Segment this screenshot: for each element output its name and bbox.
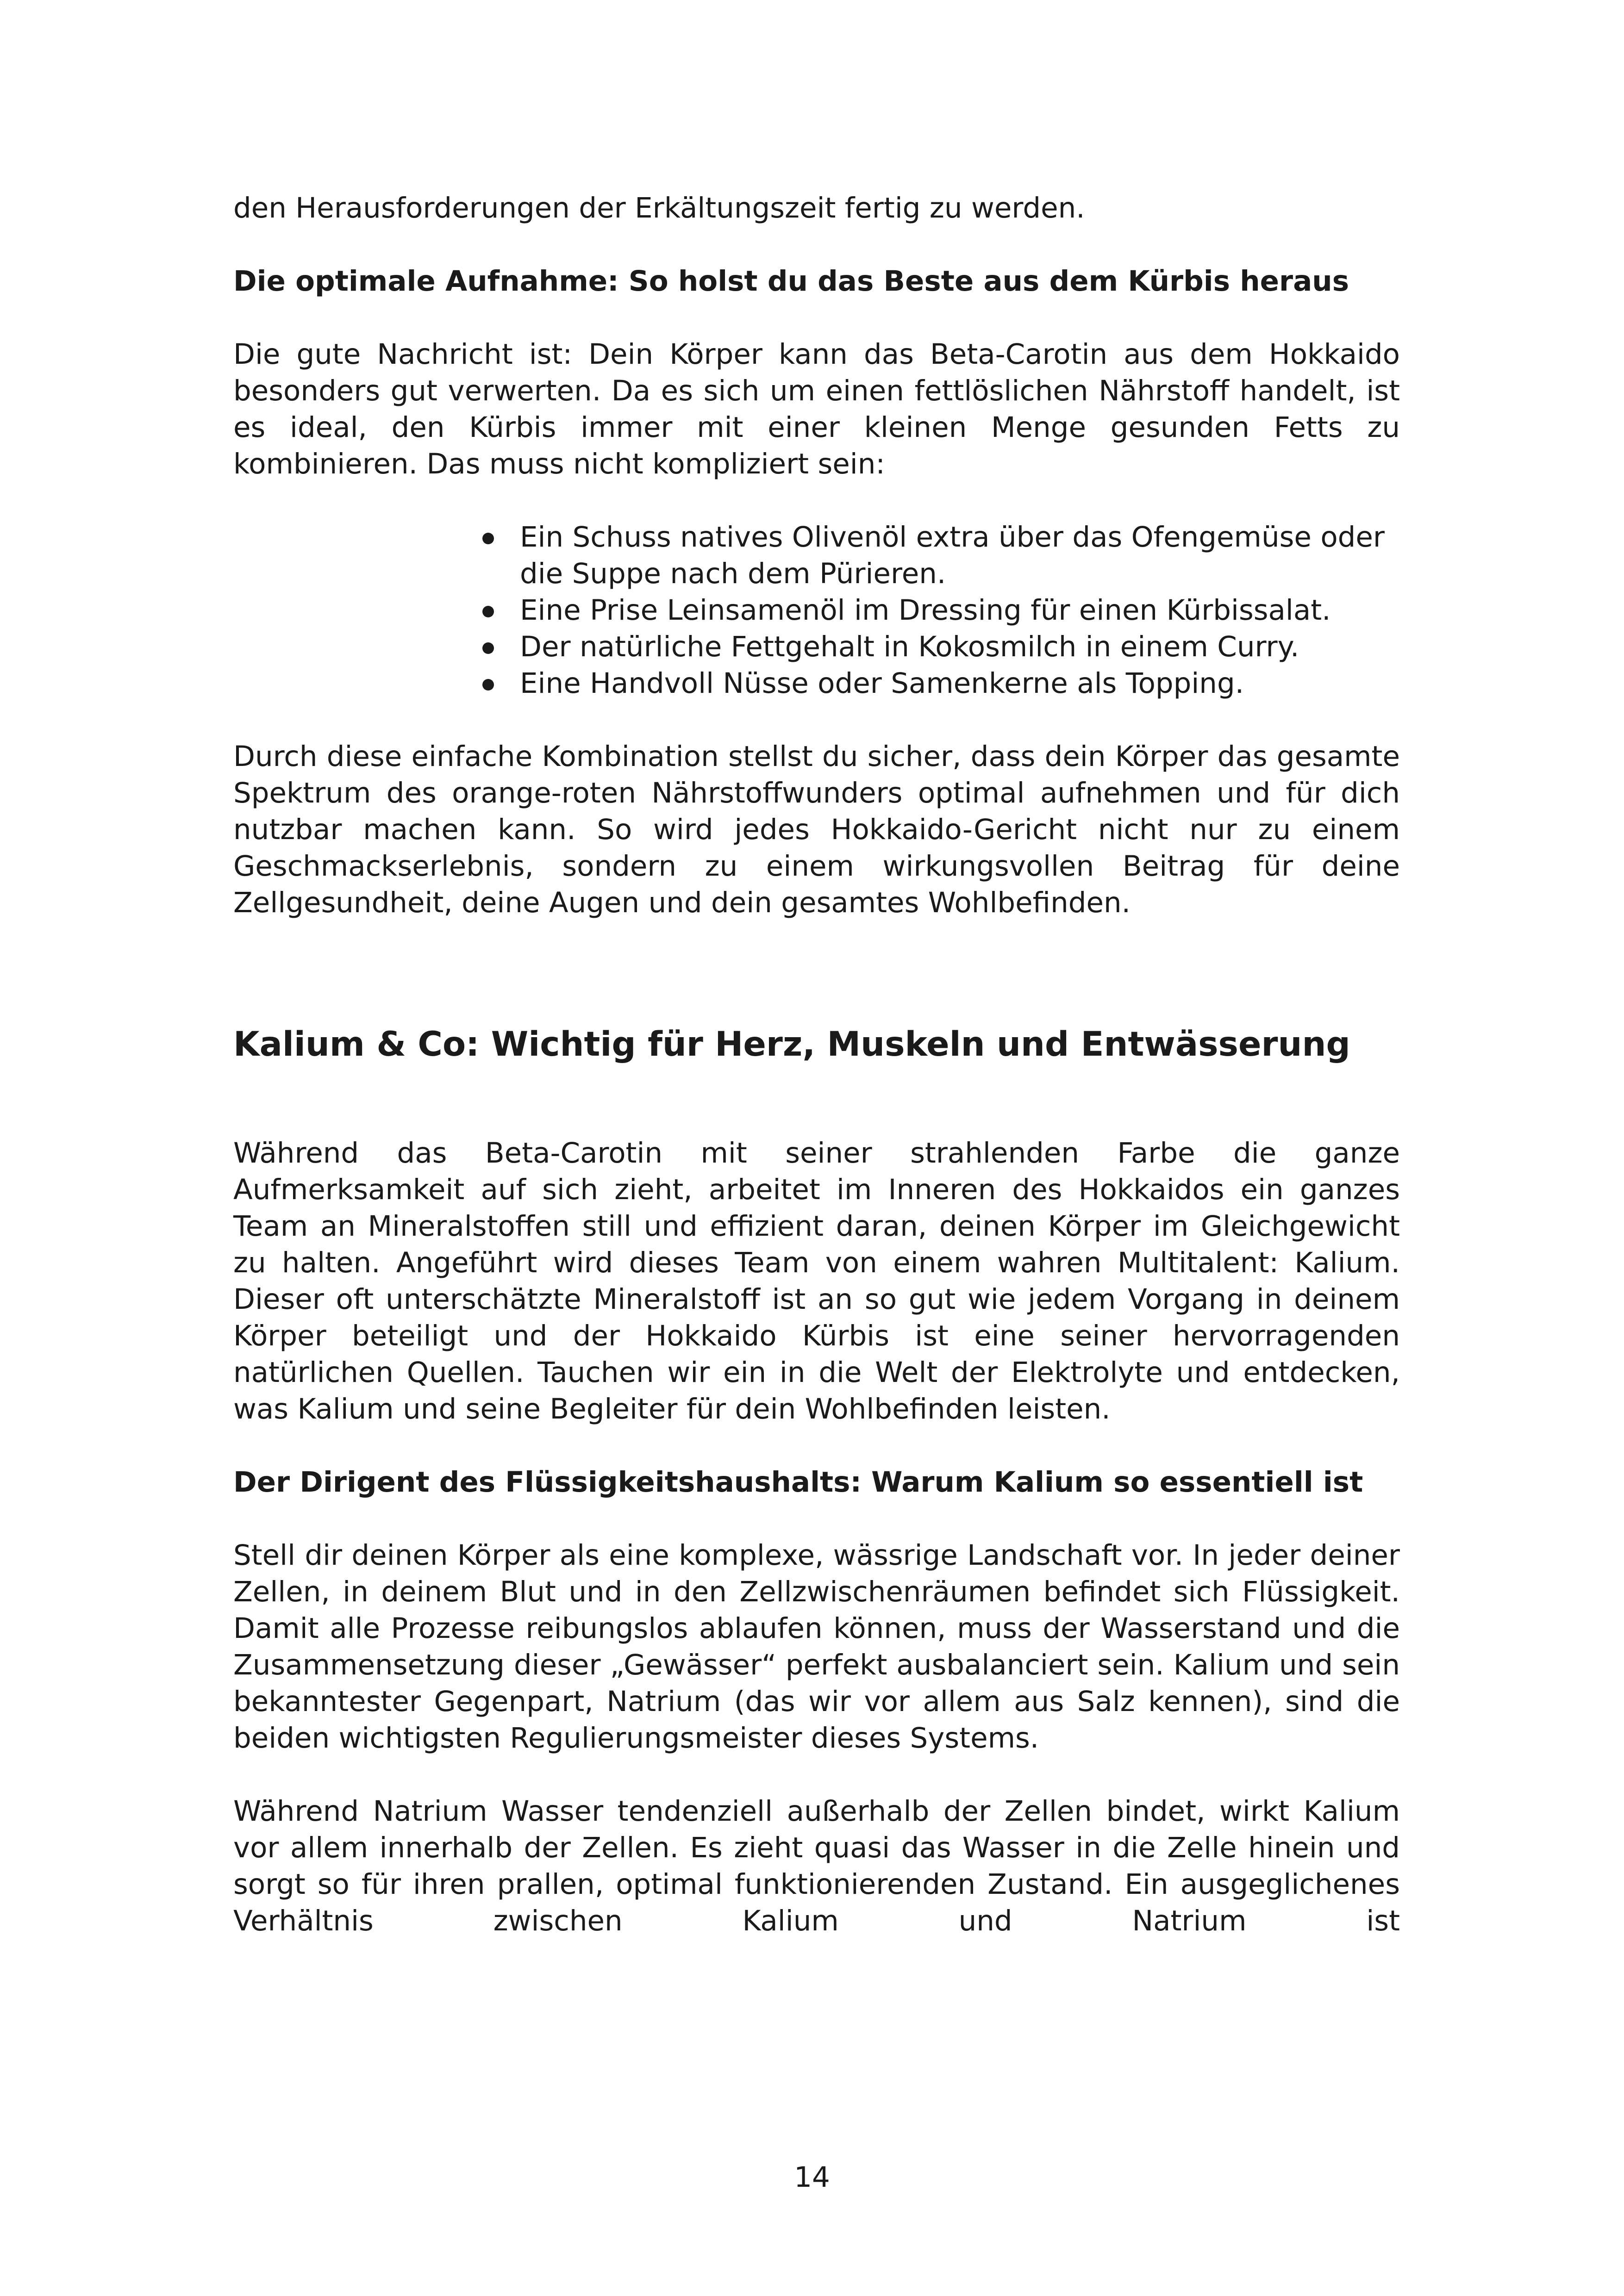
para-landschaft: Stell dir deinen Körper als eine komplexe, wässrige Landschaft vor. In jeder deiner Zellen, in deinem Blut und in den Zellzwischenräumen befindet sich Flüssigkeit. Damit alle Prozesse reibungslos ablaufen können, muss der Wasserstand und die Zusammensetzung dieser „Gewässer“ perfekt ausbalanciert sein. Kalium und sein bekanntester Gegenpart, Natrium (das wir vor allem aus Salz kennen), sind die beiden wichtigsten Regulierungsmeister dieses Systems. bbox=[233, 1539, 1400, 1755]
list-item: Eine Prise Leinsamenöl im Dressing für einen Kürbissalat. bbox=[479, 592, 1400, 628]
list-item: Ein Schuss natives Olivenöl extra über das Ofengemüse oder die Suppe nach dem Pürieren. bbox=[479, 519, 1400, 592]
page-number: 14 bbox=[794, 2161, 830, 2194]
para-kalium: Während das Beta-Carotin mit seiner strahlenden Farbe die ganze Aufmerksamkeit auf sich zieht, arbeitet im Inneren des Hokkaidos ein ganzes Team an Mineralstoffen still und effizient daran, deinen Körper im Gleichgewicht zu halten. Angeführt wird dieses Team von einem wahren Multitalent: Kalium. Dieser oft unterschätzte Mineralstoff ist an so gut wie jedem Vorgang in deinem Körper beteiligt und der Hokkaido Kürbis ist eine seiner hervorragenden natürlichen Quellen. Tauchen wir ein in die Welt der Elektrolyte und entdecken, was Kalium und seine Begleiter für dein Wohlbefinden leisten. bbox=[233, 1137, 1400, 1425]
heading-aufnahme: Die optimale Aufnahme: So holst du das Beste aus dem Kürbis heraus bbox=[233, 265, 1349, 298]
bullet-icon bbox=[482, 679, 494, 691]
para-natrium: Während Natrium Wasser tendenziell außerhalb der Zellen bindet, wirkt Kalium vor allem innerhalb der Zellen. Es zieht quasi das Wasser in die Zelle hinein und sorgt so für ihren prallen, optimal funktionierenden Zustand. Ein ausgeglichenes Verhältnis zwischen Kalium und Natrium ist bbox=[233, 1795, 1400, 1937]
bullet-icon bbox=[482, 642, 494, 654]
page-content bbox=[233, 190, 1400, 1939]
para-kombination: Durch diese einfache Kombination stellst du sicher, dass dein Körper das gesamte Spektrum des orange-roten Nährstoffwunders optimal aufnehmen und für dich nutzbar machen kann. So wird jedes Hokkaido-Gericht nicht nur zu einem Geschmackserlebnis, sondern zu einem wirkungsvollen Beitrag für deine Zellgesundheit, deine Augen und dein gesamtes Wohlbefinden. bbox=[233, 740, 1400, 919]
heading-kalium: Kalium & Co: Wichtig für Herz, Muskeln und Entwässerung bbox=[233, 1025, 1350, 1064]
intro-line: den Herausforderungen der Erkältungszeit fertig zu werden. bbox=[233, 192, 1085, 224]
list-item: Eine Handvoll Nüsse oder Samenkerne als Topping. bbox=[479, 665, 1400, 702]
para-aufnahme: Die gute Nachricht ist: Dein Körper kann das Beta-Carotin aus dem Hokkaido besonders gut verwerten. Da es sich um einen fettlöslichen Nährstoff handelt, ist es ideal, den Kürbis immer mit einer kleinen Menge gesunden Fetts zu kombinieren. Das muss nicht kompliziert sein: bbox=[233, 338, 1400, 480]
fat-source-list bbox=[233, 519, 1400, 702]
bullet-icon bbox=[482, 533, 494, 544]
heading-dirigent: Der Dirigent des Flüssigkeitshaushalts: Warum Kalium so essentiell ist bbox=[233, 1466, 1363, 1499]
list-item: Der natürliche Fettgehalt in Kokosmilch in einem Curry. bbox=[479, 628, 1400, 665]
bullet-icon bbox=[482, 606, 494, 617]
